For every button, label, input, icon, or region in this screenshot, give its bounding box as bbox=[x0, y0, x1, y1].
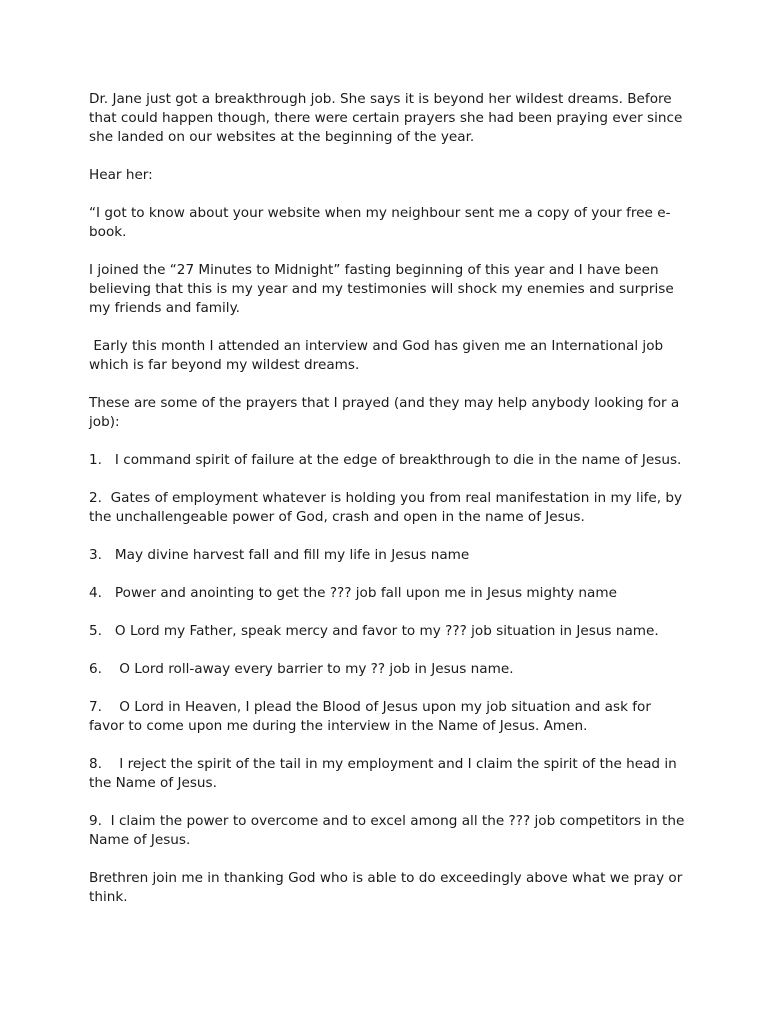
prayer-item-9: 9. I claim the power to overcome and to excel among all the ??? job competitors in the Name of Jesus. bbox=[89, 813, 689, 848]
closing-paragraph: Brethren join me in thanking God who is able to do exceedingly above what we pray or think. bbox=[89, 870, 687, 905]
testimony-paragraph-3: Early this month I attended an interview and God has given me an International job which is far beyond my wildest dreams. bbox=[89, 338, 668, 373]
prayer-item-2: 2. Gates of employment whatever is holding you from real manifestation in my life, by the unchallengeable power of God, crash and open in the name of Jesus. bbox=[89, 490, 687, 525]
prayer-item-4: 4. Power and anointing to get the ??? job fall upon me in Jesus mighty name bbox=[89, 585, 617, 601]
document-body bbox=[89, 90, 689, 926]
prayer-item-3: 3. May divine harvest fall and fill my life in Jesus name bbox=[89, 547, 470, 563]
hear-her-line: Hear her: bbox=[89, 167, 153, 183]
testimony-paragraph-2: I joined the “27 Minutes to Midnight” fasting beginning of this year and I have been believing that this is my year and my testimonies will shock my enemies and surprise my friends and family. bbox=[89, 262, 679, 316]
prayer-item-1: 1. I command spirit of failure at the edge of breakthrough to die in the name of Jesus. bbox=[89, 452, 682, 468]
prayer-item-5: 5. O Lord my Father, speak mercy and favor to my ??? job situation in Jesus name. bbox=[89, 623, 659, 639]
testimony-paragraph-1: “I got to know about your website when my neighbour sent me a copy of your free e-book. bbox=[89, 205, 671, 240]
prayer-item-6: 6. O Lord roll-away every barrier to my ?? job in Jesus name. bbox=[89, 661, 514, 677]
prayer-item-7: 7. O Lord in Heaven, I plead the Blood of Jesus upon my job situation and ask for favor to come upon me during the interview in the Name of Jesus. Amen. bbox=[89, 699, 656, 734]
prayers-intro: These are some of the prayers that I prayed (and they may help anybody looking for a job): bbox=[89, 395, 684, 430]
prayer-item-8: 8. I reject the spirit of the tail in my employment and I claim the spirit of the head in the Name of Jesus. bbox=[89, 756, 682, 791]
intro-paragraph: Dr. Jane just got a breakthrough job. She says it is beyond her wildest dreams. Before that could happen though, there were certain prayers she had been praying ever since she landed on our websites at the beginning of the year. bbox=[89, 91, 687, 145]
